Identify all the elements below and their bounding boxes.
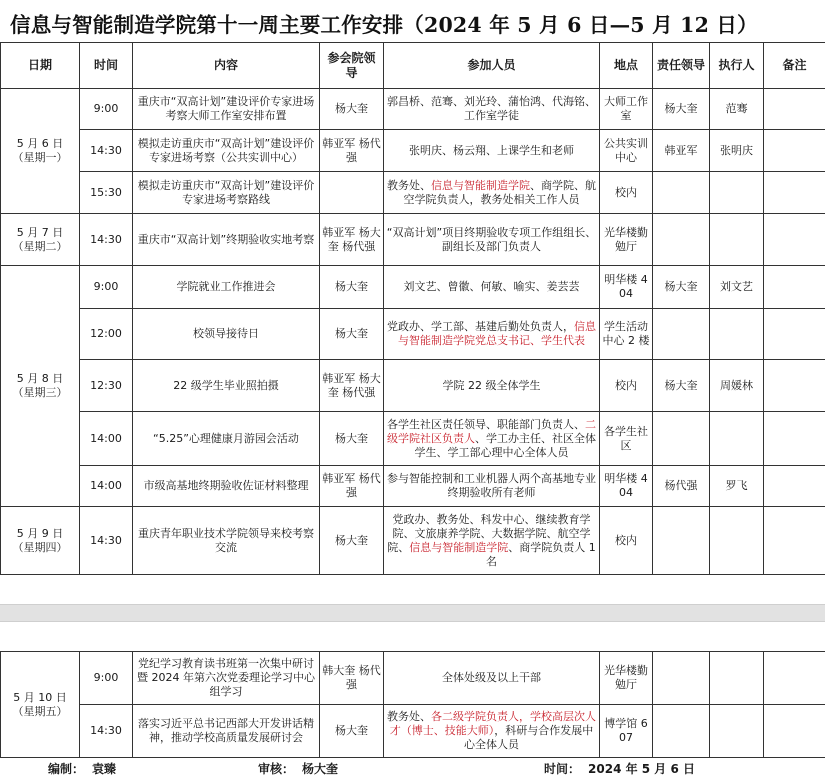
executor-cell: 范骞 bbox=[710, 89, 764, 130]
location-cell: 学生活动中心 2 楼 bbox=[600, 309, 653, 360]
participants-text: 、学工办主任、社区全体学生、学工部心理中心全体人员 bbox=[414, 431, 596, 459]
location-cell: 博学馆 607 bbox=[600, 705, 653, 758]
table-row bbox=[1, 652, 825, 705]
responsible-cell bbox=[653, 214, 710, 266]
date-label-footer: 时间： bbox=[544, 762, 581, 776]
participants-text: ，科研与合作发展中心全体人员 bbox=[464, 724, 594, 751]
note-cell bbox=[764, 652, 825, 705]
responsible-cell bbox=[653, 309, 710, 360]
page-title: 信息与智能制造学院第十一周主要工作安排（2024 年 5 月 6 日—5 月 12 日） bbox=[10, 13, 758, 37]
leader-cell: 韩亚军 杨大奎 杨代强 bbox=[320, 360, 384, 412]
content-cell: 党纪学习教育读书班第一次集中研讨暨 2024 年第六次党委理论学习中心组学习 bbox=[133, 652, 320, 705]
location-cell: 大师工作室 bbox=[600, 89, 653, 130]
table-row bbox=[1, 705, 825, 758]
table-row bbox=[1, 130, 825, 172]
time-cell: 14:00 bbox=[80, 412, 133, 466]
content-cell: 市级高基地终期验收佐证材料整理 bbox=[133, 466, 320, 507]
participants-cell bbox=[384, 507, 600, 575]
responsible-cell bbox=[653, 652, 710, 705]
note-cell bbox=[764, 360, 825, 412]
footer-reviewer bbox=[258, 760, 338, 778]
time-cell: 9:00 bbox=[80, 652, 133, 705]
participants-text: 刘文艺、曾徽、何敏、喻实、姜芸芸 bbox=[403, 280, 580, 293]
location-cell: 明华楼 404 bbox=[600, 266, 653, 309]
time-cell: 9:00 bbox=[80, 89, 133, 130]
table-row bbox=[1, 466, 825, 507]
reviewer-name: 杨大奎 bbox=[302, 762, 339, 776]
executor-cell: 周媛林 bbox=[710, 360, 764, 412]
responsible-cell: 杨大奎 bbox=[653, 360, 710, 412]
responsible-cell bbox=[653, 412, 710, 466]
participants-cell bbox=[384, 89, 600, 130]
table-row bbox=[1, 309, 825, 360]
executor-cell bbox=[710, 214, 764, 266]
date-label: 5 月 8 日 bbox=[16, 372, 64, 385]
time-cell: 15:30 bbox=[80, 172, 133, 214]
reviewer-label: 审核： bbox=[258, 762, 295, 776]
time-cell: 12:30 bbox=[80, 360, 133, 412]
date-cell bbox=[1, 266, 80, 507]
executor-cell bbox=[710, 652, 764, 705]
page-break-gap bbox=[0, 604, 825, 622]
table-row bbox=[1, 360, 825, 412]
note-cell bbox=[764, 412, 825, 466]
executor-cell bbox=[710, 705, 764, 758]
leader-cell: 韩亚军 杨代强 bbox=[320, 466, 384, 507]
content-cell: 落实习近平总书记西部大开发讲话精神，推动学校高质量发展研讨会 bbox=[133, 705, 320, 758]
note-cell bbox=[764, 172, 825, 214]
leader-cell: 杨大奎 bbox=[320, 266, 384, 309]
participants-text: 、商学院、航空学院负责人，教务处相关工作人员 bbox=[403, 178, 596, 206]
leader-cell: 韩亚军 杨大奎 杨代强 bbox=[320, 214, 384, 266]
location-cell: 明华楼 404 bbox=[600, 466, 653, 507]
footer-date bbox=[544, 760, 695, 778]
location-cell: 光华楼勤勉厅 bbox=[600, 214, 653, 266]
participants-text: 信息与智能制造学院 bbox=[409, 540, 509, 554]
content-cell: 校领导接待日 bbox=[133, 309, 320, 360]
participants-text: 教务处、 bbox=[387, 710, 431, 723]
table-row bbox=[1, 172, 825, 214]
participants-cell bbox=[384, 360, 600, 412]
time-cell: 14:30 bbox=[80, 214, 133, 266]
header-participants: 参加人员 bbox=[384, 43, 600, 89]
executor-cell: 罗飞 bbox=[710, 466, 764, 507]
weekday-label: （星期四） bbox=[12, 540, 68, 554]
time-cell: 9:00 bbox=[80, 266, 133, 309]
participants-text: 信息与智能制造学院党总支书记、学生代表 bbox=[398, 320, 596, 347]
content-cell: 学院就业工作推进会 bbox=[133, 266, 320, 309]
header-date: 日期 bbox=[1, 43, 80, 89]
participants-text: 二级学院社区负责人 bbox=[387, 417, 596, 445]
date-label: 5 月 6 日 bbox=[16, 137, 64, 150]
executor-cell: 刘文艺 bbox=[710, 266, 764, 309]
weekday-label: （星期五） bbox=[12, 704, 68, 718]
executor-cell bbox=[710, 172, 764, 214]
date-cell bbox=[1, 507, 80, 575]
participants-text: 党政办、学工部、基建后勤处负责人， bbox=[387, 320, 574, 333]
date-cell bbox=[1, 214, 80, 266]
table-row bbox=[1, 266, 825, 309]
header-row bbox=[1, 43, 825, 89]
executor-cell bbox=[710, 507, 764, 575]
participants-cell bbox=[384, 130, 600, 172]
content-cell: 重庆市“双高计划”建设评价专家进场考察大师工作室安排布置 bbox=[133, 89, 320, 130]
participants-text: “双高计划”项目终期验收专项工作组组长、副组长及部门负责人 bbox=[386, 225, 597, 253]
time-cell: 14:00 bbox=[80, 466, 133, 507]
footer-date-value: 2024 年 5 月 6 日 bbox=[588, 762, 696, 776]
header-time: 时间 bbox=[80, 43, 133, 89]
leader-cell: 韩亚军 杨代强 bbox=[320, 130, 384, 172]
leader-cell: 杨大奎 bbox=[320, 507, 384, 575]
participants-text: 、商学院负责人 1 名 bbox=[486, 540, 596, 568]
weekday-label: （星期二） bbox=[12, 239, 68, 253]
header-leader: 参会院领导 bbox=[320, 43, 384, 89]
participants-cell bbox=[384, 266, 600, 309]
leader-cell: 杨大奎 bbox=[320, 89, 384, 130]
content-cell: 模拟走访重庆市“双高计划”建设评价专家进场考察（公共实训中心） bbox=[133, 130, 320, 172]
participants-text: 各二级学院负责人，学校高层次人才（博士、技能大师） bbox=[389, 710, 596, 737]
header-responsible: 责任领导 bbox=[653, 43, 710, 89]
participants-cell bbox=[384, 466, 600, 507]
participants-text: 全体处级及以上干部 bbox=[442, 671, 541, 684]
time-cell: 12:00 bbox=[80, 309, 133, 360]
content-cell: 22 级学生毕业照拍摄 bbox=[133, 360, 320, 412]
content-cell: 模拟走访重庆市“双高计划”建设评价专家进场考察路线 bbox=[133, 172, 320, 214]
responsible-cell: 杨代强 bbox=[653, 466, 710, 507]
note-cell bbox=[764, 89, 825, 130]
note-cell bbox=[764, 214, 825, 266]
responsible-cell bbox=[653, 507, 710, 575]
date-label: 5 月 9 日 bbox=[16, 526, 64, 540]
executor-cell bbox=[710, 309, 764, 360]
location-cell: 校内 bbox=[600, 360, 653, 412]
participants-cell bbox=[384, 412, 600, 466]
table-row bbox=[1, 89, 825, 130]
participants-text: 参与智能控制和工业机器人两个高基地专业终期验收所有老师 bbox=[387, 472, 596, 499]
table-row bbox=[1, 507, 825, 575]
time-cell: 14:30 bbox=[80, 705, 133, 758]
date-cell bbox=[1, 89, 80, 214]
time-cell: 14:30 bbox=[80, 130, 133, 172]
responsible-cell: 杨大奎 bbox=[653, 89, 710, 130]
schedule-table-top bbox=[0, 42, 825, 575]
header-note: 备注 bbox=[764, 43, 825, 89]
participants-cell bbox=[384, 705, 600, 758]
note-cell bbox=[764, 266, 825, 309]
leader-cell: 韩大奎 杨代强 bbox=[320, 652, 384, 705]
responsible-cell: 杨大奎 bbox=[653, 266, 710, 309]
leader-cell: 杨大奎 bbox=[320, 309, 384, 360]
date-label: 5 月 7 日 bbox=[16, 225, 64, 239]
participants-text: 信息与智能制造学院 bbox=[431, 178, 530, 192]
content-cell: 重庆青年职业技术学院领导来校考察交流 bbox=[133, 507, 320, 575]
location-cell: 公共实训中心 bbox=[600, 130, 653, 172]
executor-cell: 张明庆 bbox=[710, 130, 764, 172]
executor-cell bbox=[710, 412, 764, 466]
participants-text: 郭昌桥、范骞、刘光玲、蒲怡鸿、代海铭、工作室学徒 bbox=[387, 95, 596, 122]
location-cell: 校内 bbox=[600, 172, 653, 214]
editor-name: 袁臻 bbox=[92, 762, 117, 776]
participants-cell bbox=[384, 309, 600, 360]
participants-text: 张明庆、杨云翔、上课学生和老师 bbox=[409, 143, 574, 157]
weekday-label: （星期一） bbox=[12, 151, 68, 164]
responsible-cell bbox=[653, 172, 710, 214]
time-cell: 14:30 bbox=[80, 507, 133, 575]
leader-cell bbox=[320, 172, 384, 214]
content-cell: 重庆市“双高计划”终期验收实地考察 bbox=[133, 214, 320, 266]
participants-text: 党政办、教务处、科发中心、继续教育学院、文旅康养学院、大数据学院、航空学院、 bbox=[387, 512, 591, 554]
participants-text: 各学生社区责任领导、职能部门负责人、 bbox=[387, 417, 585, 431]
leader-cell: 杨大奎 bbox=[320, 412, 384, 466]
footer-editor bbox=[48, 760, 116, 778]
note-cell bbox=[764, 309, 825, 360]
note-cell bbox=[764, 705, 825, 758]
responsible-cell bbox=[653, 705, 710, 758]
note-cell bbox=[764, 507, 825, 575]
participants-text: 教务处、 bbox=[387, 178, 431, 192]
location-cell: 各学生社区 bbox=[600, 412, 653, 466]
header-executor: 执行人 bbox=[710, 43, 764, 89]
header-content: 内容 bbox=[133, 43, 320, 89]
content-cell: “5.25”心理健康月游园会活动 bbox=[133, 412, 320, 466]
schedule-table-bottom bbox=[0, 651, 825, 758]
header-location: 地点 bbox=[600, 43, 653, 89]
participants-text: 学院 22 级全体学生 bbox=[442, 378, 541, 392]
responsible-cell: 韩亚军 bbox=[653, 130, 710, 172]
participants-cell bbox=[384, 652, 600, 705]
note-cell bbox=[764, 466, 825, 507]
table-row bbox=[1, 214, 825, 266]
participants-cell bbox=[384, 172, 600, 214]
participants-cell bbox=[384, 214, 600, 266]
date-cell bbox=[1, 652, 80, 758]
location-cell: 校内 bbox=[600, 507, 653, 575]
weekday-label: （星期三） bbox=[12, 386, 68, 399]
editor-label: 编制： bbox=[48, 762, 85, 776]
leader-cell: 杨大奎 bbox=[320, 705, 384, 758]
location-cell: 光华楼勤勉厅 bbox=[600, 652, 653, 705]
date-label: 5 月 10 日 bbox=[13, 690, 67, 704]
note-cell bbox=[764, 130, 825, 172]
table-row bbox=[1, 412, 825, 466]
